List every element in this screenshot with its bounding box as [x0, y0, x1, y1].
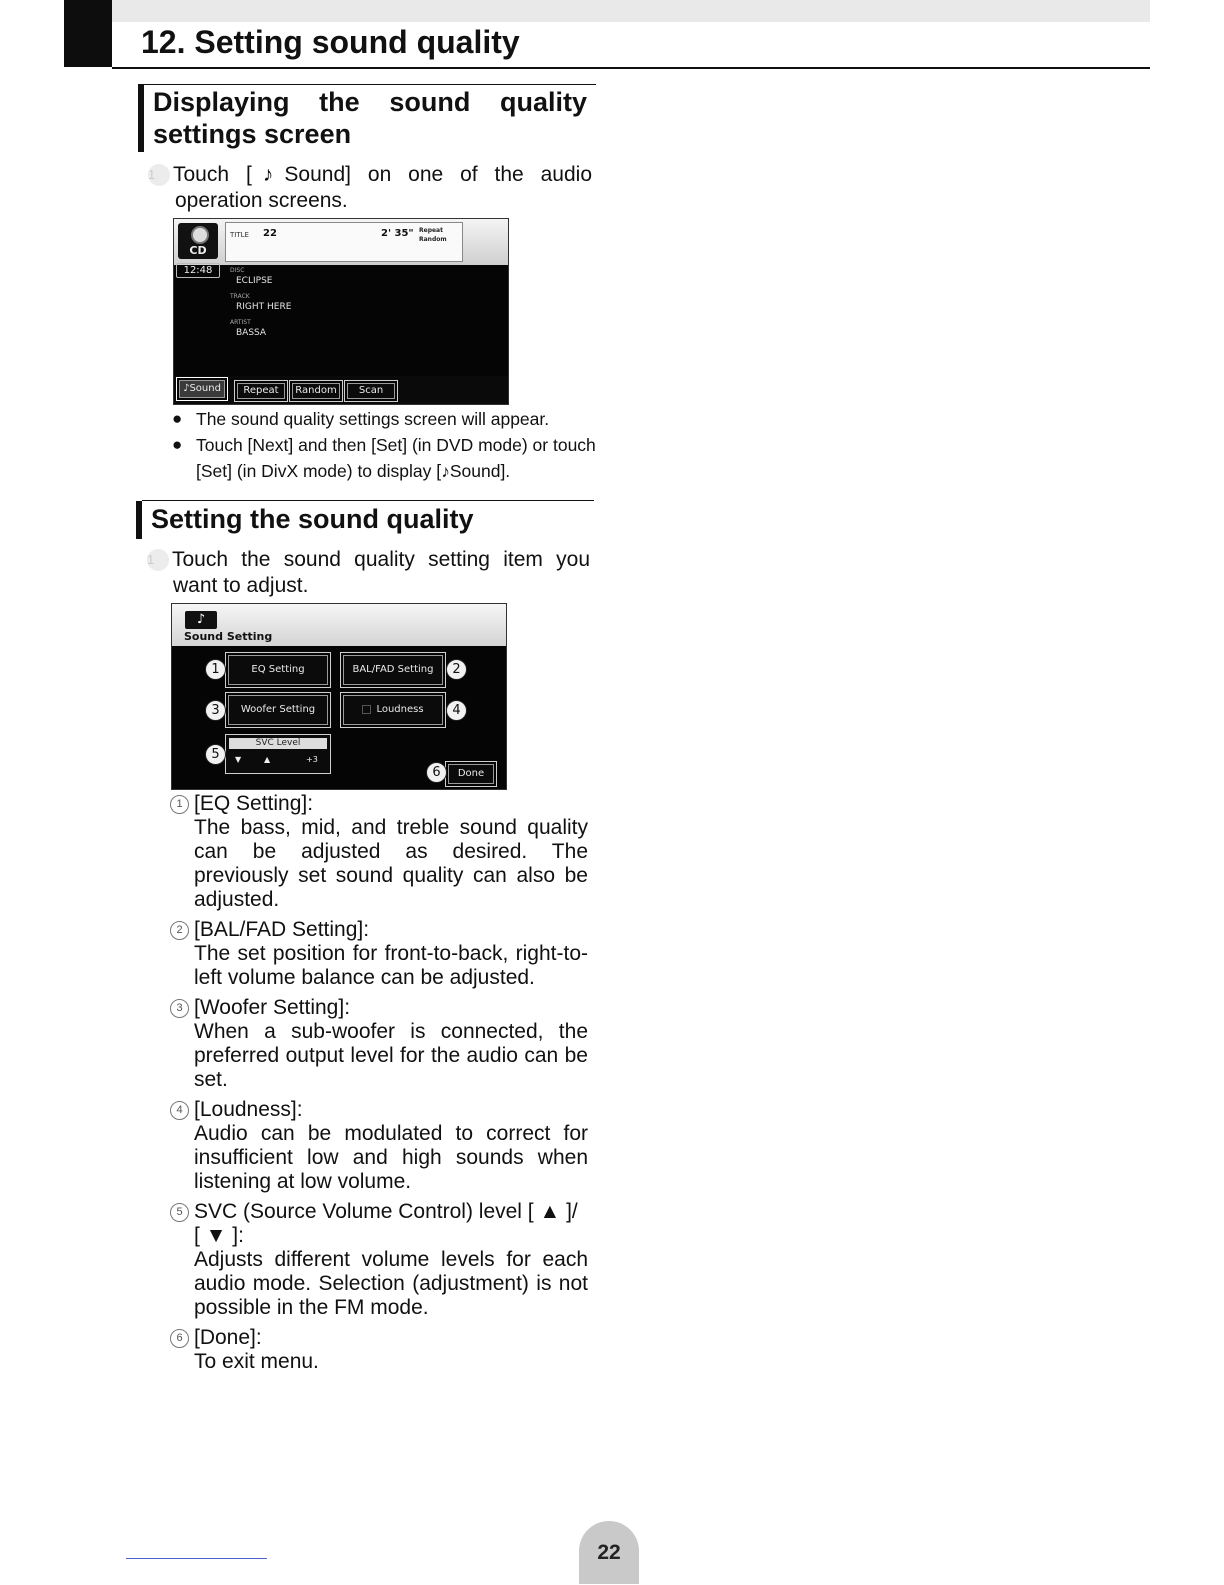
setting-item [170, 996, 588, 1092]
chapter-marker-block [64, 0, 112, 67]
setting-item [170, 1200, 588, 1320]
artist-value: BASSA [236, 328, 267, 338]
svc-level-control [225, 734, 331, 774]
setting-item [170, 792, 588, 912]
bal-fad-setting-button[interactable]: BAL/FAD Setting [340, 652, 446, 688]
callout-marker-2: 2 [446, 659, 467, 680]
sound-button[interactable]: ♪Sound [176, 377, 228, 401]
item-heading: [Done]: [194, 1326, 262, 1349]
chapter-title: 12. Setting sound quality [141, 24, 520, 60]
source-label: CD [189, 244, 207, 257]
step-text: Touch the sound quality setting item you [172, 548, 590, 571]
item-heading: SVC (Source Volume Control) level [ ▲ ]/ [ ▼ ]: [194, 1200, 578, 1247]
step-number-badge: 1 [147, 549, 169, 571]
setting-item [170, 918, 588, 990]
screen-header-title: Sound Setting [184, 630, 273, 643]
mode-repeat: Repeat [419, 227, 443, 234]
disc-value: ECLIPSE [236, 276, 273, 286]
title-value: 22 [263, 228, 277, 239]
svc-down-button[interactable]: ▼ [235, 755, 242, 764]
step-instruction [148, 162, 592, 214]
item-number-marker: 5 [170, 1203, 189, 1222]
section-title-line: Displaying the sound quality [153, 87, 587, 117]
callout-marker-3: 3 [205, 700, 226, 721]
header-tint-band [112, 0, 1150, 22]
callout-marker-4: 4 [446, 700, 467, 721]
scan-button[interactable]: Scan [344, 380, 398, 402]
svc-level-value: +3 [306, 755, 318, 764]
item-heading: [EQ Setting]: [194, 792, 314, 815]
music-note-icon: ♪ [185, 611, 217, 629]
mode-random: Random [419, 236, 447, 243]
item-description: The set position for front-to-back, right-to-left volume balance can be adjusted. [194, 942, 588, 989]
svc-level-label: SVC Level [229, 738, 327, 749]
item-number-marker: 6 [170, 1329, 189, 1348]
item-description: To exit menu. [194, 1350, 319, 1373]
page-number: 22 [579, 1521, 639, 1584]
step-line: operation screens. [175, 189, 348, 212]
callout-marker-5: 5 [205, 744, 226, 765]
done-button[interactable]: Done [445, 761, 497, 787]
step-text: Touch [♪Sound] on one of the audio [173, 163, 592, 186]
disc-label: DISC [230, 267, 245, 274]
section-marker-bar [138, 84, 144, 152]
item-description: The bass, mid, and treble sound quality can be adjusted as desired. The previously set sound quality can also be adjusted. [194, 816, 588, 911]
eq-setting-button[interactable]: EQ Setting [225, 652, 331, 688]
section-rule [144, 84, 596, 85]
step-line [148, 162, 592, 188]
track-label: TRACK [230, 293, 250, 300]
item-heading: [Woofer Setting]: [194, 996, 351, 1019]
loudness-label: Loudness [376, 704, 424, 715]
result-bullet-list [172, 406, 598, 484]
loudness-checkbox-icon [362, 705, 371, 714]
item-description: Adjusts different volume levels for each audio mode. Selection (adjustment) is not possible in the FM mode. [194, 1248, 588, 1319]
item-heading: [BAL/FAD Setting]: [194, 918, 370, 941]
item-description: Audio can be modulated to correct for insufficient low and high sounds when listening at low volume. [194, 1122, 588, 1193]
setting-item-list [170, 792, 588, 1380]
random-button[interactable]: Random [289, 380, 343, 402]
elapsed-time: 2' 35" [381, 228, 414, 239]
item-number-marker: 3 [170, 999, 189, 1018]
item-heading: [Loudness]: [194, 1098, 303, 1121]
audio-operation-screen [173, 218, 509, 405]
setting-item [170, 1098, 588, 1194]
woofer-setting-button[interactable]: Woofer Setting [225, 692, 331, 728]
callout-marker-1: 1 [205, 659, 226, 680]
step-line [147, 547, 590, 573]
loudness-button[interactable] [340, 692, 446, 728]
sound-setting-screen [171, 603, 507, 790]
disc-icon [191, 226, 209, 244]
item-number-marker: 2 [170, 921, 189, 940]
item-description: When a sub-woofer is connected, the preferred output level for the audio can be set. [194, 1020, 588, 1091]
step-number-badge: 1 [148, 164, 170, 186]
section-marker-bar [136, 501, 142, 539]
setting-item [170, 1326, 588, 1374]
item-number-marker: 4 [170, 1101, 189, 1120]
header-rule [112, 67, 1150, 69]
repeat-button[interactable]: Repeat [234, 380, 288, 402]
section-title-setting: Setting the sound quality [151, 504, 474, 534]
footer-rule [126, 1558, 267, 1559]
section-rule [142, 500, 594, 501]
cd-source-icon[interactable] [178, 223, 218, 259]
step-instruction [147, 547, 590, 599]
track-info-panel [225, 222, 463, 262]
section-title-line: settings screen [153, 119, 352, 149]
clock-display: 12:48 [176, 263, 220, 278]
step-line: want to adjust. [173, 574, 309, 597]
section-title-display [153, 86, 587, 150]
svc-up-button[interactable]: ▲ [264, 755, 271, 764]
callout-marker-6: 6 [426, 762, 447, 783]
artist-label: ARTIST [230, 319, 251, 326]
track-value: RIGHT HERE [236, 302, 292, 312]
title-label: TITLE [230, 231, 249, 239]
bullet-item: ● Touch [Next] and then [Set] (in DVD mode) or touch [Set] (in DivX mode) to display [♪Sound]. [172, 432, 598, 484]
item-number-marker: 1 [170, 795, 189, 814]
bullet-item: ● The sound quality settings screen will appear. [172, 406, 598, 432]
